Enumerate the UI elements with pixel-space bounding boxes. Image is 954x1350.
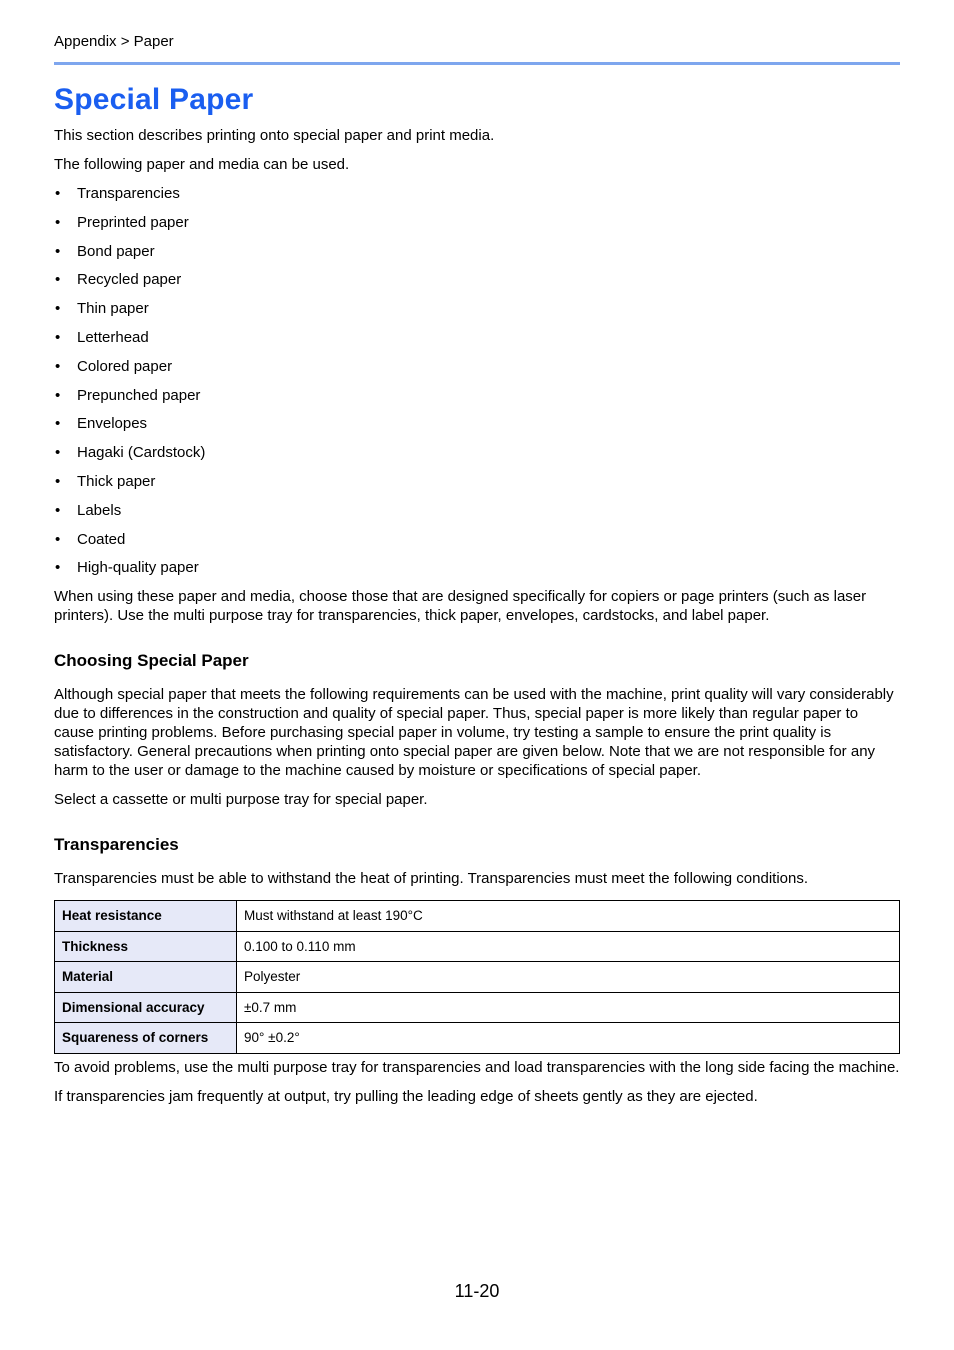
table-row	[55, 931, 900, 962]
list-item-label: Colored paper	[77, 357, 173, 375]
after-list-paragraph: When using these paper and media, choose those that are designed specifically for copiers or page printers (such as laser printers). Use the multi purpose tray for transparencies, thick paper, envelopes, cardstocks, and label paper.	[54, 588, 867, 625]
list-item	[54, 530, 900, 549]
list-item	[54, 270, 900, 289]
choosing-paragraph: Although special paper that meets the following requirements can be used with the machine, print quality will vary considerably due to differences in the construction and quality of special paper. Thus, special paper is more likely than regular paper to cause printing problems. Before purchasing special paper in volume, try testing a sample to ensure the print quality is satisfactory. General precautions when printing onto special paper are given below. Note that we are not responsible for any harm to the user or damage to the machine caused by moisture or specifications of special paper.	[54, 686, 894, 780]
bullet-icon: •	[55, 559, 61, 577]
list-item-label: Transparencies	[77, 185, 180, 202]
list-item	[54, 443, 900, 462]
breadcrumb: Appendix > Paper	[54, 33, 174, 50]
transparencies-intro: Transparencies must be able to withstand the heat of printing. Transparencies must meet the following conditions.	[54, 870, 809, 888]
transparencies-note: If transparencies jam frequently at output, try pulling the leading edge of sheets gently as they are ejected.	[54, 1087, 758, 1105]
list-item	[54, 299, 900, 318]
list-item	[54, 472, 900, 491]
table-cell-value: 0.100 to 0.110 mm	[237, 931, 900, 962]
list-item-label: Hagaki (Cardstock)	[77, 444, 206, 462]
bullet-icon: •	[55, 242, 61, 260]
table-cell-value: Must withstand at least 190°C	[237, 901, 900, 932]
list-item-label: Coated	[77, 530, 126, 548]
section-heading-choosing: Choosing Special Paper	[54, 651, 249, 671]
list-item	[54, 386, 900, 405]
header-rule	[54, 62, 900, 65]
choosing-paragraph: Select a cassette or multi purpose tray for special paper.	[54, 791, 428, 809]
table-row	[55, 962, 900, 993]
table-cell-label: Dimensional accuracy	[55, 992, 237, 1023]
section-heading-transparencies: Transparencies	[54, 835, 179, 855]
table-cell-label: Heat resistance	[55, 901, 237, 932]
table-row	[55, 901, 900, 932]
table-cell-value: Polyester	[237, 962, 900, 993]
bullet-icon: •	[55, 444, 61, 462]
bullet-icon: •	[55, 213, 61, 231]
transparencies-note: To avoid problems, use the multi purpose tray for transparencies and load transparencies with the long side facing the machine.	[54, 1058, 900, 1076]
list-item-label: Thin paper	[77, 300, 149, 318]
table-cell-label: Squareness of corners	[55, 1023, 237, 1054]
table-cell-value: ±0.7 mm	[237, 992, 900, 1023]
list-item-label: Labels	[77, 501, 122, 519]
list-item-label: Envelopes	[77, 415, 148, 433]
list-item-label: Letterhead	[77, 328, 149, 346]
main-content	[54, 126, 900, 1116]
page-title: Special Paper	[54, 83, 254, 116]
bullet-icon: •	[55, 271, 61, 289]
bullet-icon: •	[55, 501, 61, 519]
bullet-icon: •	[55, 472, 61, 490]
table-cell-label: Material	[55, 962, 237, 993]
list-item-label: High-quality paper	[77, 559, 199, 577]
list-item-label: Thick paper	[77, 472, 156, 490]
list-item	[54, 414, 900, 433]
transparency-spec-table	[54, 900, 900, 1054]
page-number: 11-20	[454, 1281, 500, 1301]
media-list	[54, 184, 900, 577]
list-item-label: Recycled paper	[77, 271, 182, 289]
list-item-label: Prepunched paper	[77, 386, 201, 404]
list-item	[54, 213, 900, 232]
list-item	[54, 242, 900, 261]
intro-paragraph: The following paper and media can be used.	[54, 156, 350, 173]
bullet-icon: •	[55, 185, 61, 202]
table-cell-value: 90° ±0.2°	[237, 1023, 900, 1054]
bullet-icon: •	[55, 357, 61, 375]
intro-paragraph: This section describes printing onto special paper and print media.	[54, 127, 495, 144]
list-item	[54, 501, 900, 520]
list-item-label: Bond paper	[77, 242, 155, 260]
table-row	[55, 992, 900, 1023]
list-item-label: Preprinted paper	[77, 213, 189, 231]
bullet-icon: •	[55, 530, 61, 548]
bullet-icon: •	[55, 386, 61, 404]
list-item	[54, 357, 900, 376]
bullet-icon: •	[55, 300, 61, 318]
bullet-icon: •	[55, 328, 61, 346]
bullet-icon: •	[55, 415, 61, 433]
list-item	[54, 184, 900, 203]
table-cell-label: Thickness	[55, 931, 237, 962]
list-item	[54, 558, 900, 577]
table-row	[55, 1023, 900, 1054]
list-item	[54, 328, 900, 347]
